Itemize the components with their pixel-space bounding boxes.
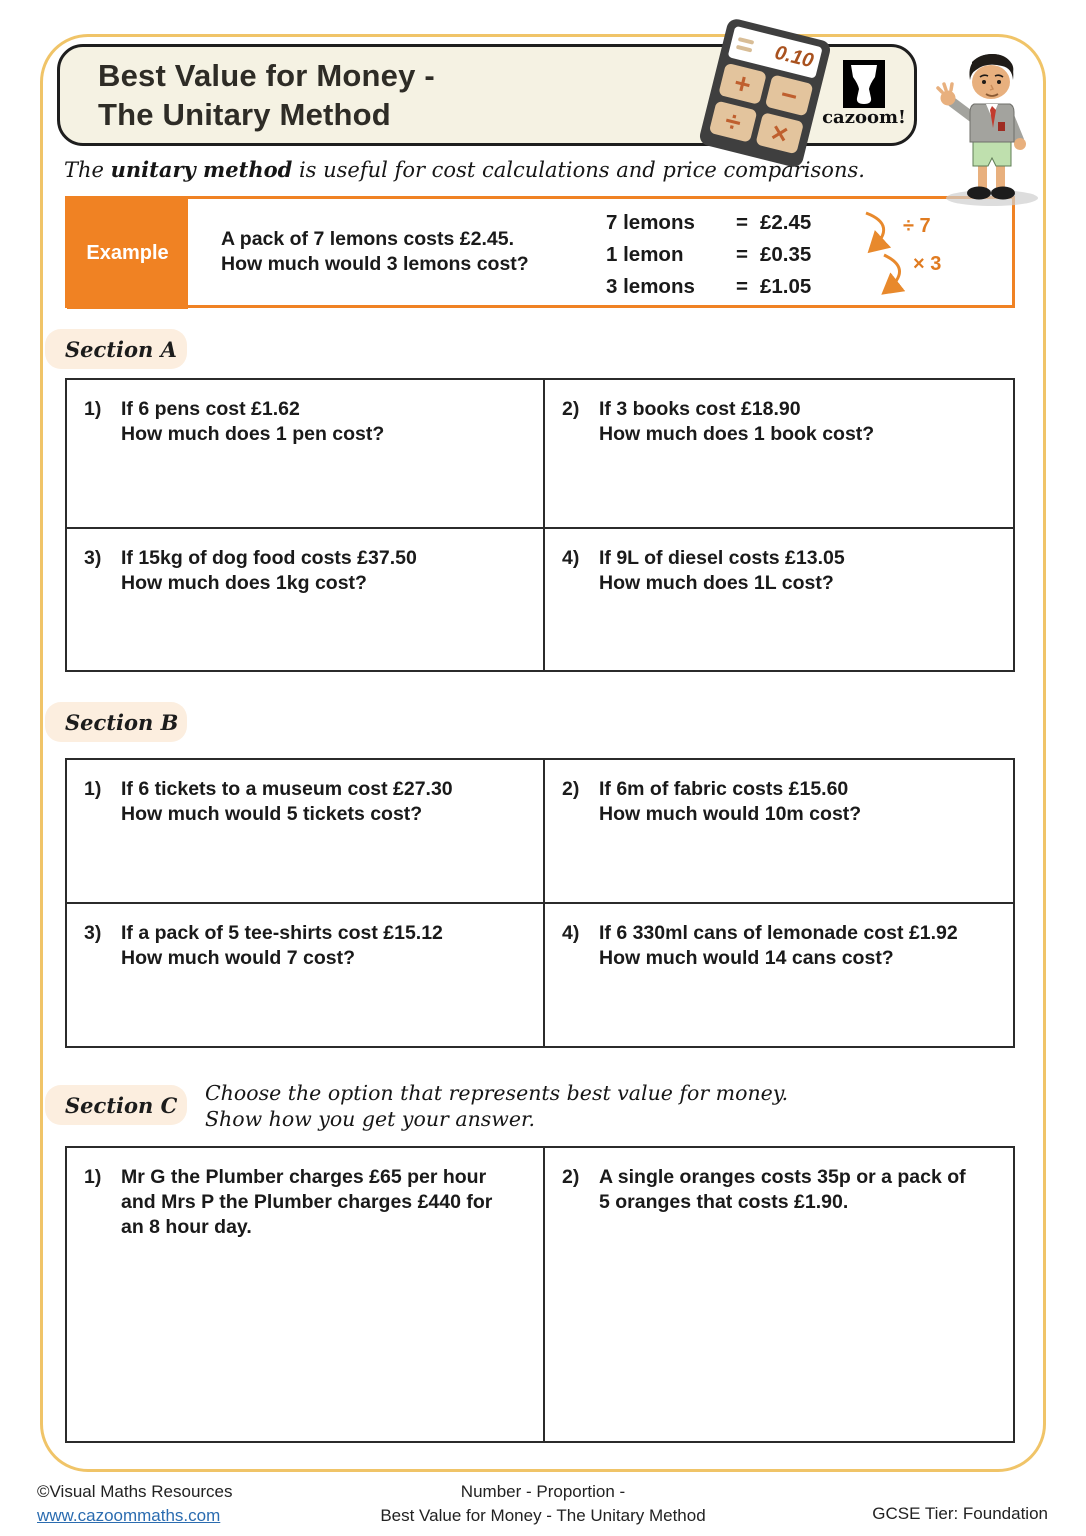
question-text: If 6 330ml cans of lemonade cost £1.92 How much would 14 cans cost? xyxy=(599,922,958,969)
question-number: 2) xyxy=(562,1166,580,1188)
section-b-question-grid xyxy=(65,758,1015,1048)
student-character-illustration xyxy=(928,40,1056,208)
question-number: 4) xyxy=(562,547,580,569)
intro-sentence xyxy=(64,157,865,182)
question-cell-b3 xyxy=(67,904,545,1046)
page-title xyxy=(98,56,435,134)
working-qty: 7 lemons xyxy=(606,211,695,234)
question-text: If 6m of fabric costs £15.60 How much would 10m cost? xyxy=(599,778,862,825)
instructions-line2: Show how you get your answer. xyxy=(205,1107,536,1131)
question-text: If 3 books cost £18.90 How much does 1 book cost? xyxy=(599,398,875,445)
example-working xyxy=(606,207,856,303)
multiply-arrow-icon xyxy=(884,255,900,291)
calculator-display-value: 0.10 xyxy=(772,41,816,72)
question-number: 2) xyxy=(562,778,580,800)
intro-bold-term: unitary method xyxy=(110,157,293,182)
section-a-question-grid xyxy=(65,378,1015,672)
page-title-line2: The Unitary Method xyxy=(98,97,391,132)
topic-breadcrumb-line1: Number - Proportion - xyxy=(460,1482,626,1501)
cazoom-logo-text: cazoom! xyxy=(822,107,906,128)
working-qty: 3 lemons xyxy=(606,275,695,298)
working-equals: = xyxy=(736,211,748,234)
question-cell-a3 xyxy=(67,529,545,670)
question-cell-a4 xyxy=(545,529,1013,670)
question-text: If 15kg of dog food costs £37.50 How much does 1kg cost? xyxy=(121,547,417,594)
topic-breadcrumb-line2: Best Value for Money - The Unitary Method xyxy=(380,1506,706,1525)
question-number: 1) xyxy=(84,778,102,800)
working-price: £2.45 xyxy=(760,211,812,234)
multiply-key-icon: × xyxy=(755,112,804,154)
divide-annotation: ÷ 7 xyxy=(903,215,931,237)
footer-left xyxy=(37,1480,233,1528)
question-number: 1) xyxy=(84,398,102,420)
question-number: 2) xyxy=(562,398,580,420)
question-text: If 6 pens cost £1.62 How much does 1 pen cost? xyxy=(121,398,385,445)
copyright-text: ©Visual Maths Resources xyxy=(37,1482,233,1501)
question-cell-b4 xyxy=(545,904,1013,1046)
example-box xyxy=(65,196,1015,308)
working-equals: = xyxy=(736,243,748,266)
question-cell-b1 xyxy=(67,760,545,904)
question-cell-c1 xyxy=(67,1148,545,1441)
question-text: If 6 tickets to a museum cost £27.30 How much would 5 tickets cost? xyxy=(121,778,453,825)
intro-prefix: The xyxy=(64,158,111,182)
example-question-line2: How much would 3 lemons cost? xyxy=(221,253,529,275)
working-equals: = xyxy=(736,275,748,298)
section-c-question-grid xyxy=(65,1146,1015,1443)
question-cell-b2 xyxy=(545,760,1013,904)
minus-key-icon: − xyxy=(765,74,814,116)
question-number: 4) xyxy=(562,922,580,944)
page-title-line1: Best Value for Money - xyxy=(98,58,435,93)
working-price: £1.05 xyxy=(760,275,812,298)
drum-icon xyxy=(843,60,885,108)
multiply-annotation: × 3 xyxy=(913,253,942,275)
footer-center xyxy=(308,1480,778,1528)
example-question xyxy=(221,227,529,277)
question-number: 1) xyxy=(84,1166,102,1188)
working-price: £0.35 xyxy=(760,243,812,266)
question-cell-a2 xyxy=(545,380,1013,529)
section-c-instructions xyxy=(205,1080,788,1132)
question-text: Mr G the Plumber charges £65 per hour and Mrs P the Plumber charges £440 for an 8 hour day. xyxy=(121,1166,493,1238)
question-number: 3) xyxy=(84,922,102,944)
website-link[interactable]: www.cazoommaths.com xyxy=(37,1506,221,1525)
section-a-heading: Section A xyxy=(45,329,187,369)
example-question-line1: A pack of 7 lemons costs £2.45. xyxy=(221,228,514,250)
gcse-tier-label: GCSE Tier: Foundation xyxy=(872,1504,1048,1523)
instructions-line1: Choose the option that represents best value for money. xyxy=(205,1081,789,1105)
cazoom-logo xyxy=(843,60,885,108)
plus-key-icon: + xyxy=(718,63,767,105)
working-qty: 1 lemon xyxy=(606,243,684,266)
intro-suffix: is useful for cost calculations and price comparisons. xyxy=(292,158,865,182)
section-c-heading: Section C xyxy=(45,1085,187,1125)
calculator-solar-panel-icon xyxy=(736,37,754,53)
question-cell-a1 xyxy=(67,380,545,529)
question-cell-c2 xyxy=(545,1148,1013,1441)
divide-key-icon: ÷ xyxy=(709,101,758,143)
calculator-keys xyxy=(709,63,814,155)
example-label: Example xyxy=(67,198,188,309)
question-number: 3) xyxy=(84,547,102,569)
section-b-heading: Section B xyxy=(45,702,187,742)
divide-arrow-icon xyxy=(866,213,884,249)
question-text: If a pack of 5 tee-shirts cost £15.12 How much would 7 cost? xyxy=(121,922,443,969)
question-text: If 9L of diesel costs £13.05 How much does 1L cost? xyxy=(599,547,845,594)
question-text: A single oranges costs 35p or a pack of 5 oranges that costs £1.90. xyxy=(599,1166,966,1213)
